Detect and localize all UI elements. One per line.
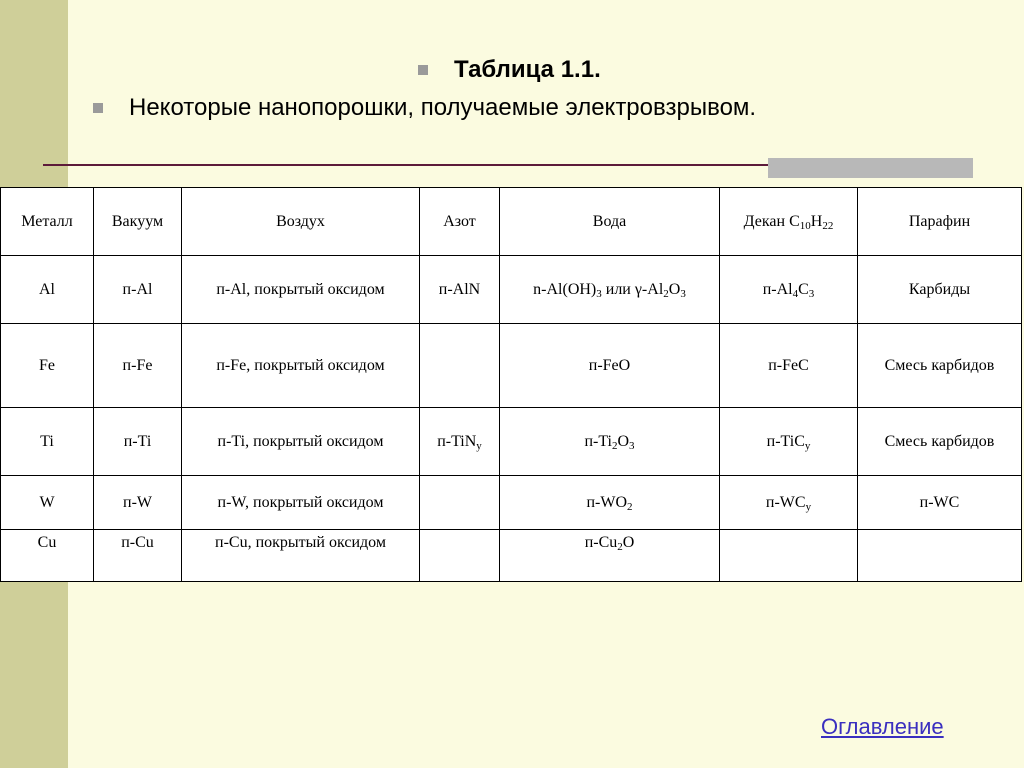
subtitle-line [93, 94, 756, 122]
cell-metal: Ti [1, 408, 94, 476]
cell-paraffin: Смесь карбидов [858, 324, 1022, 408]
bullet-square-icon [93, 103, 103, 113]
header-decor-block [768, 158, 973, 178]
table-row [1, 530, 1022, 582]
header-water: Вода [500, 188, 720, 256]
formula-part: п-WO [586, 493, 628, 511]
formula-sub: y [804, 439, 811, 452]
nanopowder-table [0, 187, 1022, 582]
cell-air: п-W, покрытый оксидом [182, 476, 420, 530]
cell-nitrogen [420, 476, 500, 530]
formula-part: O [617, 432, 630, 450]
cell-water [500, 476, 720, 530]
formula-sub: 2 [627, 500, 633, 513]
table-row [1, 256, 1022, 324]
cell-metal: Cu [1, 530, 94, 582]
formula-sub: 3 [680, 287, 686, 300]
formula-sub: y [805, 500, 812, 513]
formula-sub: 3 [808, 287, 815, 300]
header-row [1, 188, 1022, 256]
slide-subtitle: Некоторые нанопорошки, получаемые электровзрывом. [129, 94, 757, 121]
cell-decane [720, 408, 858, 476]
formula-sub: y [476, 439, 482, 452]
cell-nitrogen: п-AlN [420, 256, 500, 324]
formula-sub: 2 [663, 287, 669, 300]
title-line [418, 56, 601, 84]
formula-sub: 2 [617, 541, 623, 553]
header-air: Воздух [182, 188, 420, 256]
cell-vacuum: п-Cu [94, 530, 182, 582]
cell-metal: Fe [1, 324, 94, 408]
cell-water: п-FeO [500, 324, 720, 408]
header-nitrogen: Азот [420, 188, 500, 256]
formula-part: C [798, 280, 809, 298]
formula-part: п-Ti [584, 432, 612, 450]
cell-nitrogen [420, 324, 500, 408]
cell-nitrogen [420, 408, 500, 476]
cell-water [500, 530, 720, 582]
table-of-contents-link[interactable]: Оглавление [821, 714, 944, 739]
cell-nitrogen [420, 530, 500, 582]
cell-metal: Al [1, 256, 94, 324]
header-paraffin: Парафин [858, 188, 1022, 256]
slide-title: Таблица 1.1. [454, 56, 601, 83]
formula-sub: 2 [611, 439, 618, 452]
formula-part: п-Cu [584, 534, 618, 551]
table-row [1, 476, 1022, 530]
cell-paraffin: Смесь карбидов [858, 408, 1022, 476]
header-decane-c: Декан C [743, 212, 800, 230]
cell-air: п-Al, покрытый оксидом [182, 256, 420, 324]
cell-paraffin: п-WC [858, 476, 1022, 530]
cell-vacuum: п-Ti [94, 408, 182, 476]
cell-vacuum: п-Fe [94, 324, 182, 408]
cell-water [500, 408, 720, 476]
formula-sub: 3 [596, 287, 602, 300]
cell-paraffin: Карбиды [858, 256, 1022, 324]
table-row [1, 324, 1022, 408]
cell-air: п-Fe, покрытый оксидом [182, 324, 420, 408]
header-decane-h: H [810, 212, 823, 230]
header-decane [720, 188, 858, 256]
cell-vacuum: п-Al [94, 256, 182, 324]
bullet-square-icon [418, 65, 428, 75]
cell-vacuum: п-W [94, 476, 182, 530]
cell-decane [720, 256, 858, 324]
header-metal: Металл [1, 188, 94, 256]
formula-part: п-WC [765, 493, 806, 511]
cell-decane [720, 530, 858, 582]
header-decane-c-sub: 10 [799, 219, 811, 232]
cell-air: п-Ti, покрытый оксидом [182, 408, 420, 476]
table-row [1, 408, 1022, 476]
header-decane-h-sub: 22 [822, 219, 834, 232]
cell-decane: п-FeC [720, 324, 858, 408]
cell-decane [720, 476, 858, 530]
formula-part: п-TiC [766, 432, 805, 450]
cell-water [500, 256, 720, 324]
formula-part: O [668, 280, 681, 298]
formula-part: п-Al [762, 280, 793, 298]
header-vacuum: Вакуум [94, 188, 182, 256]
formula-sub: 3 [629, 439, 635, 452]
cell-paraffin [858, 530, 1022, 582]
cell-metal: W [1, 476, 94, 530]
formula-part: или γ-Al [601, 280, 664, 298]
cell-air: п-Cu, покрытый оксидом [182, 530, 420, 582]
formula-sub: 4 [792, 287, 799, 300]
formula-part: п-TiN [437, 432, 477, 450]
formula-part: n-Al(OH) [533, 280, 597, 298]
formula-part: O [622, 534, 635, 551]
